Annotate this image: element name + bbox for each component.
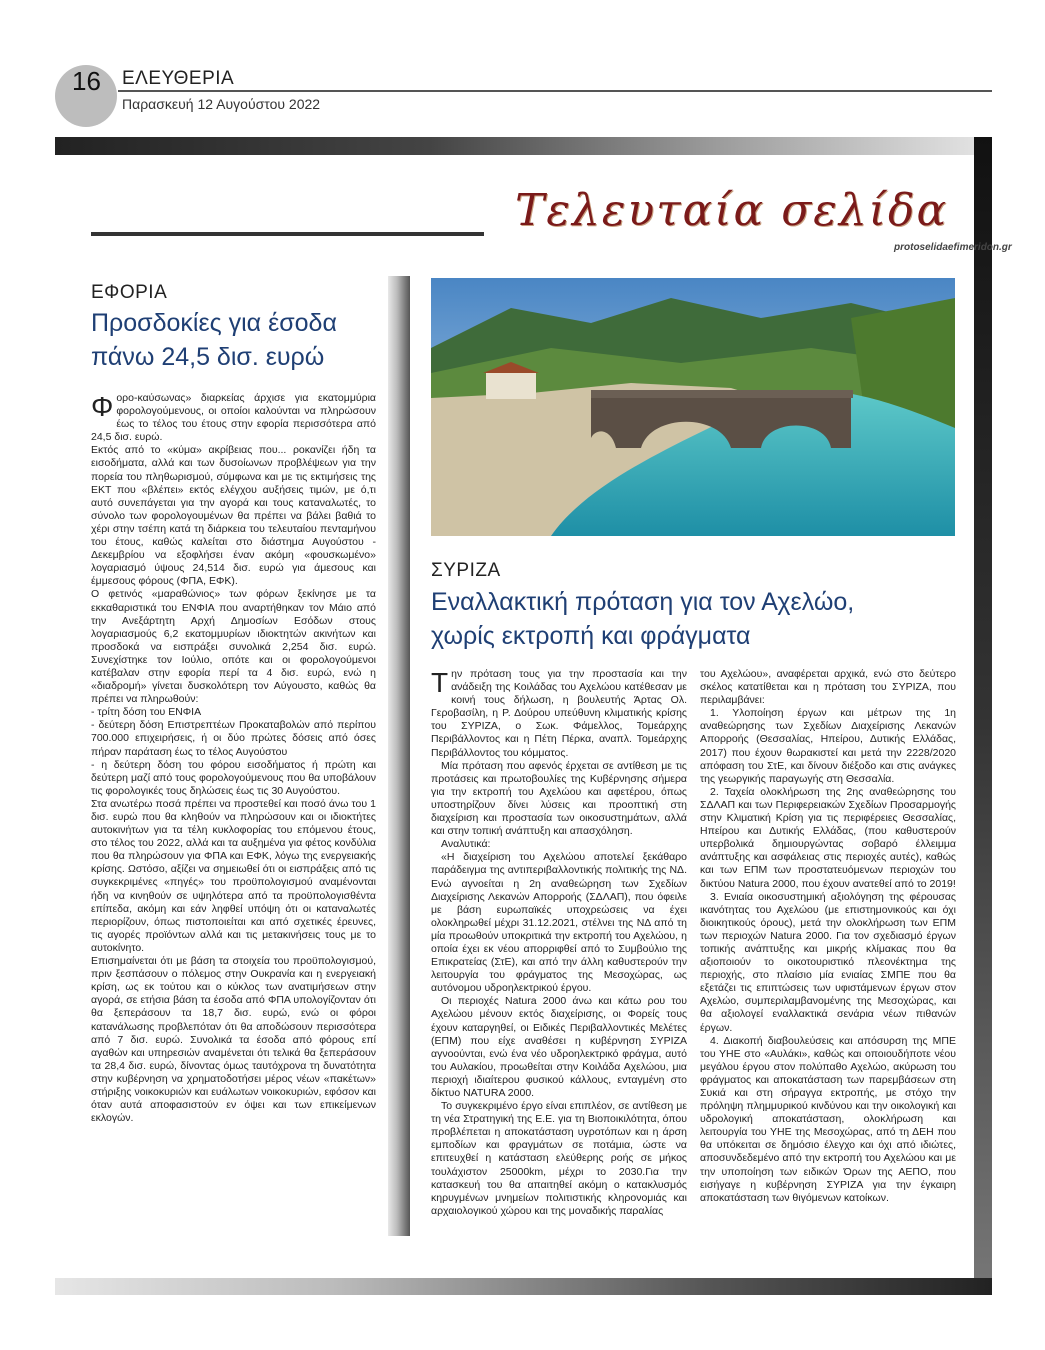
right-paragraph: του Αχελώου», αναφέρεται αρχικά, ενώ στο δεύτερο σκέλος κατατίθεται και η πρόταση του ΣΥΡΙΖΑ, που περιλαμβάνει: — [700, 668, 956, 707]
right-dropcap: Τ — [431, 667, 449, 698]
header-rule — [118, 90, 992, 92]
left-paragraph: Εκτός από το «κύμα» ακρίβειας που... ροκανίζει ήδη τα εισοδήματα, αλλά και των δυσοίωνων προβλέψεων για την πορεία του πληθωρισμού, σύμφωνα και με τις εκτιμήσεις της ΕΚΤ που «βλέπει» εκτός ελέγχου αυξήσεις τιμών, με ό,τι αυτό συνεπάγεται για την αγορά και τους καταναλωτές, το σύνολο των φορολογουμένων θα πρέπει να βάλει βαθιά το χέρι στην τσέπη κατά τη διάρκεια του τελευταίου πενταμήνου του έτους, καθώς καλείται στο διάστημα Αυγούστου - Δεκεμβρίου να εξοφλήσει έναν ακόμη «φουσκωμένο» λογαριασμό ύψους 24,514 δισ. ευρώ για άμεσους και έμμεσους φόρους (ΦΠΑ, ΕΦΚ). — [91, 444, 376, 588]
issue-date: Παρασκευή 12 Αυγούστου 2022 — [122, 96, 321, 112]
left-paragraph: Επισημαίνεται ότι με βάση τα στοιχεία του προϋπολογισμού, πριν ξεσπάσουν ο πόλεμος στην Ουκρανία και η ενεργειακή κρίση, ως εκ τούτου και ο κύκλος των ανατιμήσεων στην αγορά, σε ετήσια βάση τα έσοδα από ΦΠΑ υπολογίζονταν ότι θα ξεπεράσουν τα 18,7 δισ. ευρώ, ενώ οι φόροι κατανάλωσης προβλεπόταν ότι θα αποδώσουν περισσότερα από 7 δισ. ευρώ. Συνολικά τα έσοδα από φόρους επί αγαθών και υπηρεσιών αναμένεται ότι τελικά θα ξεπεράσουν τα 28,4 δισ. ευρώ, δίνοντας όμως ταυτόχρονα τη δυνατότητα στην κυβέρνηση να χρηματοδοτήσει μέρος νέων «πακέτων» στήριξης νοικοκυριών και ευάλωτων νοικοκυριών, εφόσον και όταν αυτά αποφασιστούν εν όψει και των επικείμενων εκλογών. — [91, 955, 376, 1125]
right-article-col-1 — [431, 668, 687, 1218]
left-paragraph: Ο φετινός «μαραθώνιος» των φόρων ξεκίνησε με τα εκκαθαριστικά του ΕΝΦΙΑ που αναρτήθηκαν τον Μάιο από την Ανεξάρτητη Αρχή Δημοσίων Εσόδων στους λογαριασμούς 6,2 εκατομμυρίων ιδιοκτητών ακινήτων και προσδοκά να εισπράξει συνολικά 2,254 δισ. ευρώ. Συνεχίστηκε τον Ιούλιο, οπότε και οι φορολογούμενοι κατέβαλαν στην εφορία περί τα 4 δισ. ευρώ, ενώ η «διαδρομή» γίνεται δυσκολότερη τον Αύγουστο, καθώς θα πρέπει να πληρωθούν: — [91, 588, 376, 706]
page-number: 16 — [72, 66, 101, 96]
right-paragraph: Το συγκεκριμένο έργο είναι επιπλέον, σε αντίθεση με τη νέα Στρατηγική της Ε.Ε. για τη Βιοποικιλότητα, όπου προβλέπεται η αποκατάσταση υγροτόπων και η άρση εμποδίων και φραγμάτων σε ποτάμια, ώστε να επιτευχθεί η κατάσταση ελεύθερης ροής σε μήκος τουλάχιστον 25000km, μέχρι το 2030.Για την κατασκευή του θα απαιτηθεί ακόμη ο κατακλυσμός κηρυγμένων μνημείων πολιτιστικής κληρονομιάς και αρχαιολογικού χώρου και της μοναδικής παραλίας — [431, 1100, 687, 1217]
right-paragraph: 4. Διακοπή διαβουλεύσεις και απόσυρση της ΜΠΕ του ΥΗΕ στο «Αυλάκι», καθώς και οποιουδήποτε νέου μεγάλου έργου στον πολύπαθο Αχελώο, ακύρωση του φράγματος και αποκατάσταση των παρεμβάσεων στη Συκιά και στη σήραγγα εκτροπής, με στόχο την πρόληψη πλημμυρικού κινδύνου και την οικολογική και υδρολογική αποκατάσταση, ολοκλήρωση και λειτουργία του ΥΗΕ της Μεσοχώρας, από τη ΔΕΗ που θα υπόκειται σε δημόσιο έλεγχο και όχι από ιδιώτες, αποσυνδεδεμένο από την εκτροπή του Αχελώου και με την υποποίηση των ειδικών Όρων της ΑΕΠΟ, που εισήγαγε η κυβέρνηση ΣΥΡΙΖΑ για την έγκαιρη αποκατάσταση των θιγόμενων κατοίκων. — [700, 1034, 956, 1204]
frame-top-bar — [55, 137, 992, 155]
right-paragraph: 3. Ενιαία οικοσυστημική αξιολόγηση της φέρουσας ικανότητας του Αχελώου (με επιστημονικούς και όχι διοικητικούς όρους), μετά την ολοκλήρωση των ΕΠΜ των περιοχών Natura 2000. Για τον σχεδιασμό έργων τοπικής ανάπτυξης και μικρής κλίμακας που θα αξιοποιούν το οικοτουριστικό πλεονέκτημα της περιοχής, στο πλαίσιο μία ενιαίας ΣΜΠΕ που θα εξετάζει τις επιπτώσεις των υφιστάμενων έργων στον Αχελώο, συμπεριλαμβανομένης της Μεσοχώρας, και θα αξιολογεί εναλλακτικά σενάρια νέων πιθανών έργων. — [700, 890, 956, 1034]
section-title: Τελευταία σελίδα — [515, 185, 949, 236]
right-paragraph: 2. Ταχεία ολοκλήρωση της 2ης αναθεώρησης του ΣΔΛΑΠ και των Περιφερειακών Σχεδίων Προσαρμογής στην Κλιματική Κρίση για τις περιφέρειες Θεσσαλίας, Ηπείρου και Δυτικής Ελλάδας, (που καθυστερούν υπερβολικά δημιουργώντας σοβαρό έλλειμμα ανάπτυξης και ασφάλειας στις περιοχές αυτές), καθώς και των ΕΠΜ των προστατευόμενων περιοχών του δικτύου Natura 2000, που έχουν ανατεθεί από το 2019! — [700, 785, 956, 890]
frame-right-bar — [974, 137, 992, 1295]
right-paragraph: 1. Υλοποίηση έργων και μέτρων της 1η αναθεώρησης των Σχεδίων Διαχείρισης Λεκανών Απορροής (Θεσσαλίας, Ηπείρου, Δυτικής Ελλάδας, 2017) που έχουν θωρακιστεί και μετά την 2228/2020 απόφαση του ΣτΕ, και δίνουν διέξοδο και στις ανάγκες της γεωργικής παραγωγής στη Θεσσαλία. — [700, 707, 956, 785]
right-headline-line-1: Εναλλακτική πρόταση για τον Αχελώο, — [431, 588, 855, 616]
right-paragraph: Αναλυτικά: — [441, 838, 491, 851]
right-paragraph: Μία πρόταση που αφενός έρχεται σε αντίθεση με τις προτάσεις και πρωτοβουλίες της Κυβέρνησης σήμερα για την εκτροπή του Αχελώου και αφετέρου, όπως υποστηρίζουν δίνει λύσεις και προοπτική στη διαχείριση και προστασία των οικοσυστημάτων, αλλά και στην τοπική ανάπτυξη και απασχόληση. — [431, 759, 687, 838]
right-article-headline — [431, 585, 971, 653]
left-paragraph: - τρίτη δόση του ΕΝΦΙΑ — [91, 706, 202, 719]
left-article-body — [91, 392, 376, 1125]
left-headline-line-1: Προσδοκίες για έσοδα — [91, 309, 337, 337]
right-article-col-2 — [700, 668, 956, 1205]
left-paragraph: - δεύτερη δόση Επιστρεπτέων Προκαταβολών από περίπου 700.000 επιχειρήσεις, ή οι δύο πρώτες δόσεις από όσες πήραν παράταση έως το τέλος Αυγούστου — [91, 719, 376, 758]
left-paragraph: ορο-καύσωνας» διαρκείας άρχισε για εκατομμύρια φορολογούμενους, οι οποίοι καλούνται να πληρώσουν έως το τέλος του έτους στην εφορία περισσότερα από 24,5 δισ. ευρώ. — [91, 392, 376, 444]
right-article-kicker: ΣΥΡΙΖΑ — [431, 560, 501, 581]
left-headline-line-2: πάνω 24,5 δισ. ευρώ — [91, 343, 325, 371]
left-paragraph: Στα ανωτέρω ποσά πρέπει να προστεθεί και ποσό άνω του 1 δισ. ευρώ που θα κληθούν να πληρώσουν και οι ιδιοκτήτες αυτοκινήτων για τα τέλη κυκλοφορίας του επόμενου έτους, στο τέλος του 2022, αλλά και τα αυξημένα για φέτος κονδύλια που θα πληρώσουν για ΦΠΑ και ΕΦΚ, λόγω της ενεργειακής κρίσης. Ωστόσο, αξίζει να σημειωθεί ότι οι εισπράξεις από τις συγκεκριμένες «πηγές» του προϋπολογισμού αναμένονται ήδη να κινηθούν σε υψηλότερα από τα προϋπολογισθέντα επίπεδα, ακόμη και εάν ληφθεί υπόψη ότι οι καταναλωτές περιορίζουν, όπως πιστοποιείται και από σχετικές έρευνες, τις αγορές προϊόντων αλλά και τις μετακινήσεις τους με το αυτοκίνητο. — [91, 797, 376, 954]
website-watermark: protoselidaefimeridon.gr — [894, 242, 1012, 253]
newspaper-name: ΕΛΕΥΘΕΡΙΑ — [122, 68, 235, 89]
left-dropcap: Φ — [91, 391, 114, 422]
right-paragraph: Οι περιοχές Natura 2000 άνω και κάτω ρου του Αχελώου μένουν εκτός διαχείρισης, οι Φορείς τους έχουν καταργηθεί, οι Ειδικές Περιβαλλοντικές Μελέτες (ΕΠΜ) που είχε αναθέσει η κυβέρνηση ΣΥΡΙΖΑ αγνοούνται, ενώ ένα νέο υδροηλεκτρικό φράγμα, αυτό του Αυλακίου, προωθείται στην Κοιλάδα Αχελώου, μια περιοχή ιδιαίτερου φυσικού κάλλους, ενταγμένη στο δίκτυο NATURA 2000. — [431, 995, 687, 1099]
photo-illustration — [431, 278, 955, 536]
left-article-headline — [91, 306, 391, 374]
building — [486, 373, 536, 399]
right-paragraph: ην πρόταση τους για την προστασία και την ανάδειξη της Κοιλάδας του Αχελώου κατέθεσαν με κοινή τους δήλωση, η βουλευτής Άρτας Ολ. Γεροβασίλη, η Ρ. Δούρου υπεύθυνη κλιματικής κρίσης του ΣΥΡΙΖΑ, ο Σωκ. Φάμελλος, Τομεάρχης Περιβάλλοντος και η Πέτη Πέρκα, αναπλ. Τομεάρχης Περιβάλλοντος του κόμματος. — [431, 668, 687, 759]
left-paragraph: - η δεύτερη δόση του φόρου εισοδήματος ή πρώτη και δεύτερη μαζί από τους φορολογούμενους που θα υποβάλουν τις φορολογικές τους δηλώσεις έως τις 30 Αυγούστου. — [91, 758, 376, 797]
section-rule — [91, 232, 484, 236]
right-headline-line-2: χωρίς εκτροπή και φράγματα — [431, 622, 751, 650]
column-divider — [388, 276, 410, 1236]
left-article-kicker: ΕΦΟΡΙΑ — [91, 282, 168, 303]
river-bridge-photo — [431, 278, 955, 536]
frame-bottom-bar — [55, 1278, 992, 1295]
right-paragraph: «Η διαχείριση του Αχελώου αποτελεί ξεκάθαρο παράδειγμα της αντιπεριβαλλοντικής πολιτικής της ΝΔ. Ενώ αγνοείται η 2η αναθεώρηση των Σχεδίων Διαχείρισης Λεκανών Απορροής (ΣΔΛΑΠ), που όφειλε με βάση ευρωπαϊκές υποχρεώσεις να έχει ολοκληρωθεί μέχρι 31.12.2021, στέλνει της ΝΔ από τη μία προωθούν υποκριτικά την εκτροπή του Αχελώου, η οποία έχει εκ νέου απορριφθεί από το Συμβούλιο της Επικρατείας (ΣτΕ), και από την άλλη καθυστερούν την λειτουργία του φράγματος της Μεσοχώρας, ως αυτόνομου υδροηλεκτρικού έργου. — [431, 851, 687, 995]
